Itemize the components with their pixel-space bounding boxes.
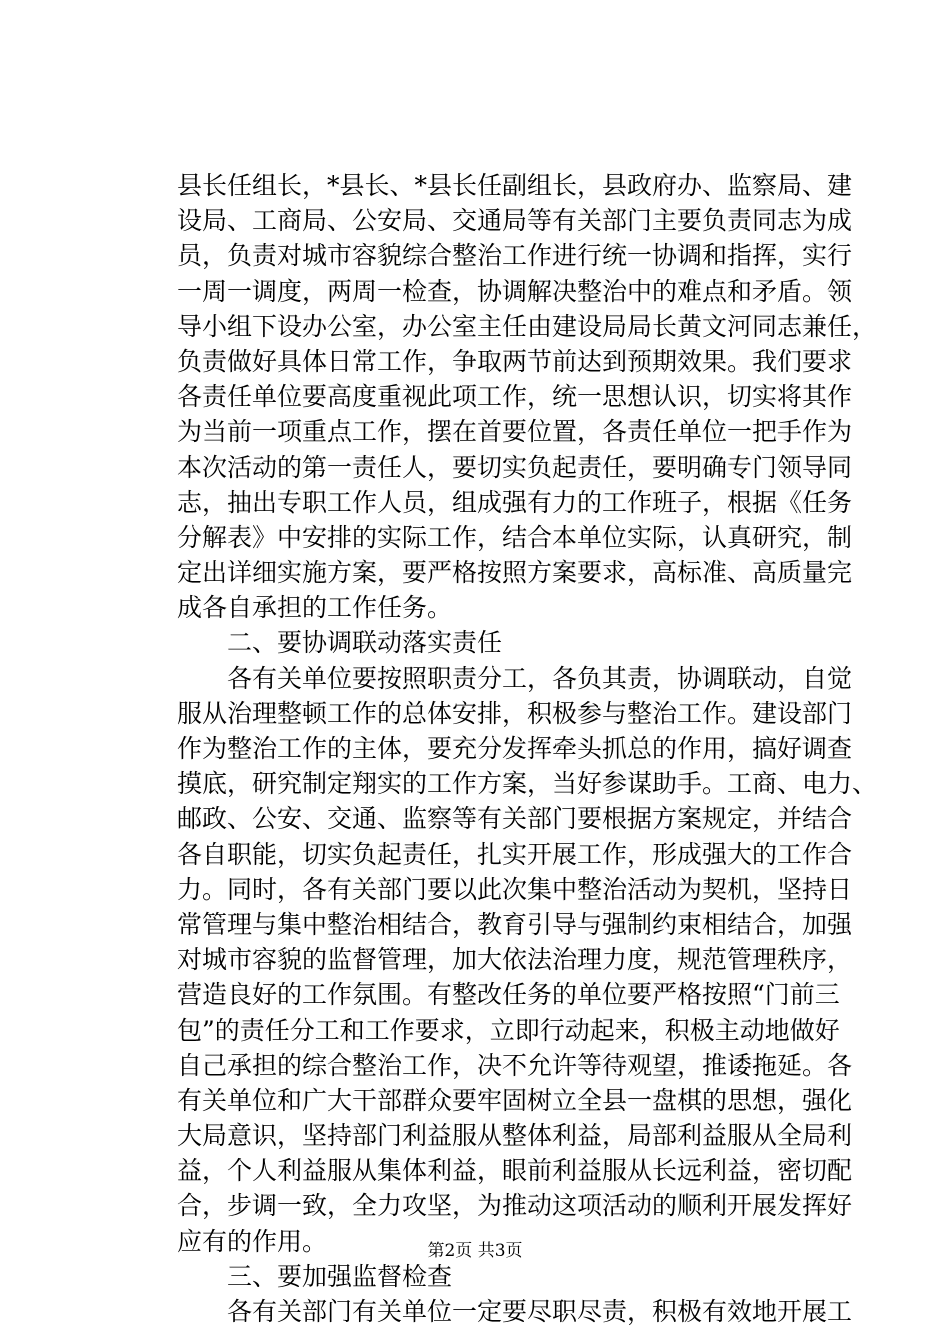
text-line: 各有关部门有关单位一定要尽职尽责，积极有效地开展工 bbox=[177, 1297, 853, 1326]
text-line: 大局意识，坚持部门利益服从整体利益，局部利益服从全局利 bbox=[177, 1121, 853, 1151]
text-line: 一周一调度，两周一检查，协调解决整治中的难点和矛盾。领 bbox=[177, 276, 853, 306]
text-line: 导小组下设办公室，办公室主任由建设局局长黄文河同志兼任， bbox=[177, 311, 878, 341]
section-heading: 二、要协调联动落实责任 bbox=[177, 628, 503, 658]
text-line: 作为整治工作的主体，要充分发挥牵头抓总的作用，搞好调查 bbox=[177, 734, 853, 763]
text-line: 志，抽出专职工作人员，组成强有力的工作班子，根据《任务 bbox=[177, 487, 853, 517]
text-line: 各有关单位要按照职责分工，各负其责，协调联动，自觉 bbox=[177, 663, 853, 693]
text-line: 设局、工商局、公安局、交通局等有关部门主要负责同志为成 bbox=[177, 206, 853, 236]
text-line: 为当前一项重点工作，摆在首要位置，各责任单位一把手作为 bbox=[177, 417, 853, 447]
page-number-footer: 第2页 共3页 bbox=[427, 1241, 523, 1261]
text-line: 力。同时，各有关部门要以此次集中整治活动为契机，坚持日 bbox=[177, 874, 853, 904]
text-line: 各自职能，切实负起责任，扎实开展工作，形成强大的工作合 bbox=[177, 839, 853, 869]
text-line: 邮政、公安、交通、监察等有关部门要根据方案规定，并结合 bbox=[177, 804, 853, 834]
text-line: 负责做好具体日常工作，争取两节前达到预期效果。我们要求 bbox=[177, 346, 853, 376]
text-line: 应有的作用。 bbox=[177, 1226, 328, 1256]
text-line: 成各自承担的工作任务。 bbox=[177, 593, 453, 623]
text-line: 员，负责对城市容貌综合整治工作进行统一协调和指挥，实行 bbox=[177, 241, 853, 271]
document-body bbox=[177, 168, 878, 1329]
text-line: 服从治理整顿工作的总体安排，积极参与整治工作。建设部门 bbox=[177, 698, 853, 728]
section-heading: 三、要加强监督检查 bbox=[177, 1261, 453, 1291]
text-line: 常管理与集中整治相结合，教育引导与强制约束相结合，加强 bbox=[177, 909, 853, 939]
text-line: 县长任组长，*县长、*县长任副组长，县政府办、监察局、建 bbox=[177, 171, 853, 200]
text-line: 各责任单位要高度重视此项工作，统一思想认识，切实将其作 bbox=[177, 382, 853, 412]
text-line: 益，个人利益服从集体利益，眼前利益服从长远利益，密切配 bbox=[177, 1156, 853, 1186]
text-line: 对城市容貌的监督管理，加大依法治理力度，规范管理秩序， bbox=[177, 945, 853, 975]
text-line: 有关单位和广大干部群众要牢固树立全县一盘棋的思想，强化 bbox=[177, 1085, 853, 1115]
text-line: 定出详细实施方案，要严格按照方案要求，高标准、高质量完 bbox=[177, 558, 853, 588]
text-line: 营造良好的工作氛围。有整改任务的单位要严格按照“门前三 bbox=[177, 980, 840, 1010]
text-line: 分解表》中安排的实际工作，结合本单位实际，认真研究，制 bbox=[177, 522, 853, 552]
text-line: 自己承担的综合整治工作，决不允许等待观望，推诿拖延。各 bbox=[177, 1050, 853, 1080]
text-line: 摸底，研究制定翔实的工作方案，当好参谋助手。工商、电力、 bbox=[177, 769, 878, 799]
text-line: 合，步调一致，全力攻坚，为推动这项活动的顺利开展发挥好 bbox=[177, 1191, 853, 1221]
text-line: 本次活动的第一责任人，要切实负起责任，要明确专门领导同 bbox=[177, 452, 853, 482]
text-line: 包”的责任分工和工作要求，立即行动起来，积极主动地做好 bbox=[177, 1015, 840, 1045]
